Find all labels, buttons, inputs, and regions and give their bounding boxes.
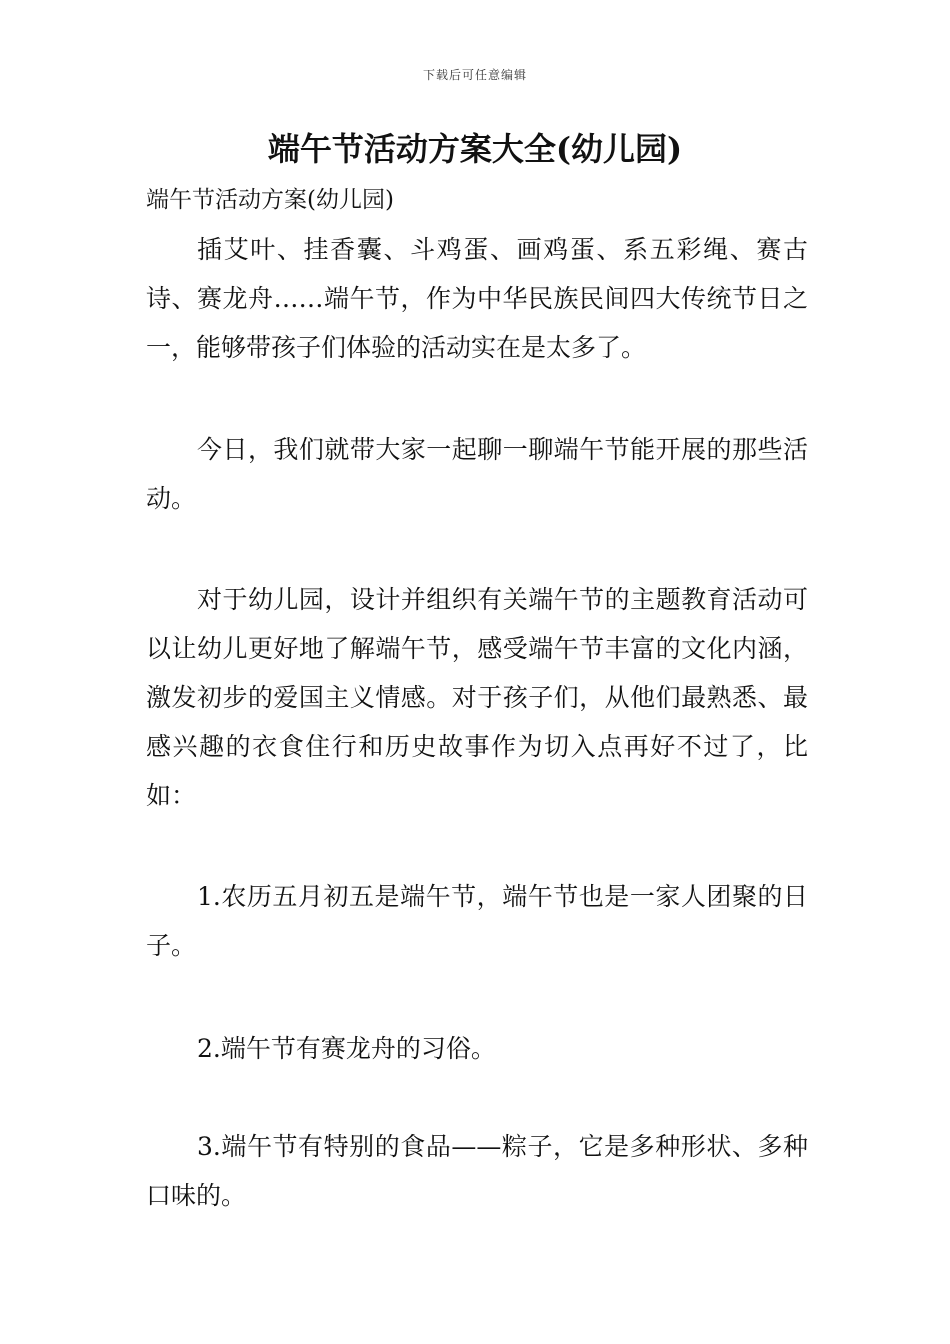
document-subtitle: 端午节活动方案(幼儿园): [146, 187, 394, 213]
list-item-1: 1.农历五月初五是端午节，端午节也是一家人团聚的日子。: [146, 882, 808, 960]
list-item-3: 3.端午节有特别的食品——粽子，它是多种形状、多种口味的。: [146, 1132, 808, 1210]
list-item-2: 2.端午节有赛龙舟的习俗。: [197, 1034, 496, 1063]
header-note: 下载后可任意编辑: [422, 68, 527, 82]
paragraph-kindergarten: 对于幼儿园，设计并组织有关端午节的主题教育活动可以让幼儿更好地了解端午节，感受端午节丰富的文化内涵，激发初步的爱国主义情感。对于孩子们，从他们最熟悉、最感兴趣的衣食住行和历史故事作为切入点再好不过了，比如：: [146, 585, 808, 810]
paragraph-intro: 插艾叶、挂香囊、斗鸡蛋、画鸡蛋、系五彩绳、赛古诗、赛龙舟……端午节，作为中华民族民间四大传统节日之一，能够带孩子们体验的活动实在是太多了。: [146, 235, 808, 362]
paragraph-today: 今日，我们就带大家一起聊一聊端午节能开展的那些活动。: [146, 435, 808, 513]
document-title: 端午节活动方案大全(幼儿园): [267, 130, 683, 168]
